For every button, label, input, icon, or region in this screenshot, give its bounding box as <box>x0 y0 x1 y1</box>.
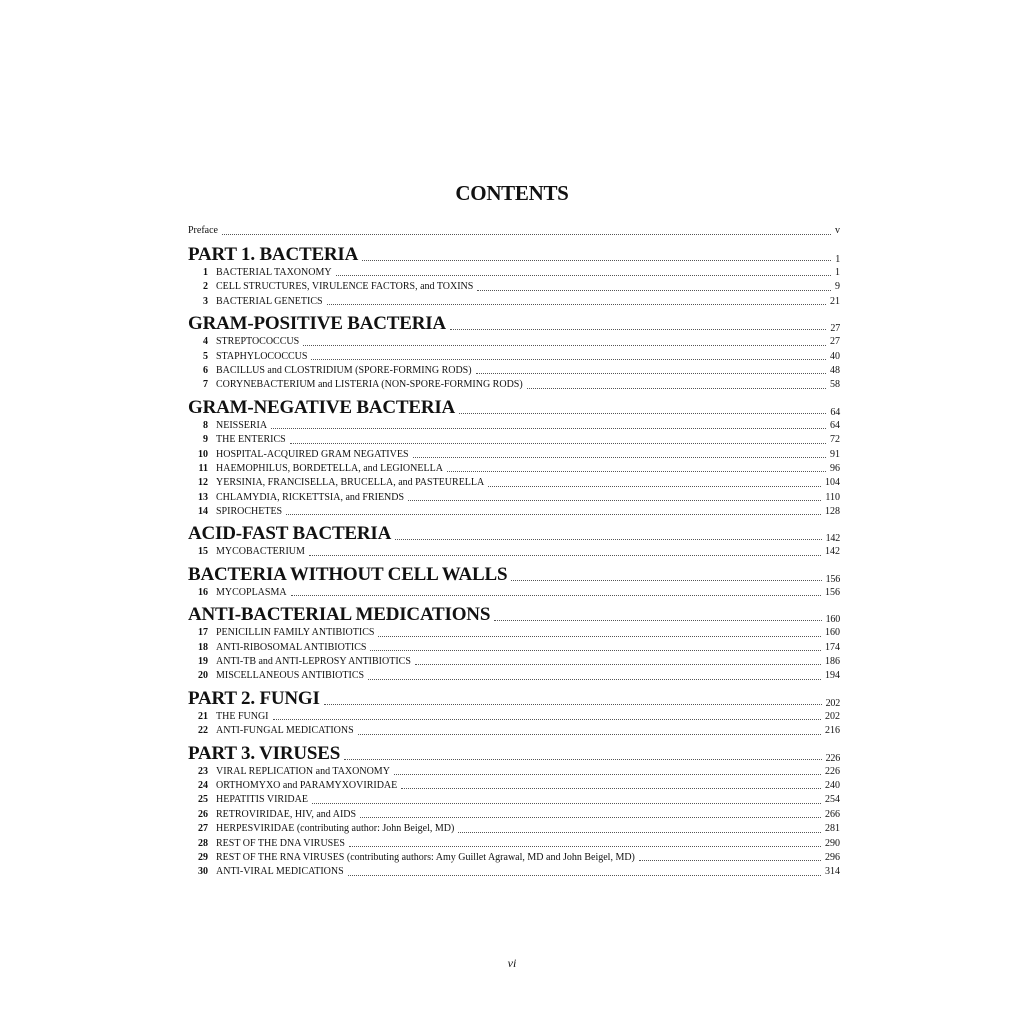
dot-leader <box>344 758 822 760</box>
toc-section-heading[interactable] <box>188 397 840 419</box>
toc-chapter-entry[interactable] <box>188 462 840 476</box>
chapter-number: 30 <box>198 866 208 878</box>
chapter-page: 194 <box>825 670 840 682</box>
dot-leader <box>639 859 821 861</box>
section-heading-page: 156 <box>825 573 840 585</box>
dot-leader <box>378 635 821 637</box>
chapter-number: 15 <box>198 546 208 558</box>
toc-chapter-entry[interactable] <box>188 779 840 793</box>
dot-leader <box>477 289 831 291</box>
toc-section <box>188 523 840 559</box>
toc-chapter-entry[interactable] <box>188 448 840 462</box>
dot-leader <box>408 499 821 501</box>
section-heading-page: 1 <box>835 254 840 265</box>
toc-preface-entry[interactable] <box>188 224 840 238</box>
toc-chapter-entry[interactable] <box>188 710 840 724</box>
chapter-page: 72 <box>830 434 840 446</box>
chapter-page: 296 <box>825 851 840 863</box>
dot-leader <box>336 274 831 276</box>
section-heading-title: PART 3. VIRUSES <box>188 742 341 764</box>
chapter-title: THE ENTERICS <box>216 434 286 446</box>
toc-chapter-entry[interactable] <box>188 837 840 851</box>
chapter-page: 9 <box>835 281 840 293</box>
chapter-title: CELL STRUCTURES, VIRULENCE FACTORS, and TOXINS <box>216 281 474 293</box>
dot-leader <box>348 874 821 876</box>
chapter-number: 24 <box>198 779 208 791</box>
section-heading-title: GRAM-POSITIVE BACTERIA <box>188 313 446 335</box>
chapter-number: 27 <box>198 823 208 835</box>
toc-entry-title: Preface <box>188 225 218 236</box>
chapter-title: MYCOBACTERIUM <box>216 546 305 558</box>
chapter-page: 110 <box>825 491 840 503</box>
toc-chapter-entry[interactable] <box>188 280 840 294</box>
toc-section-heading[interactable] <box>188 743 840 765</box>
chapter-page: 1 <box>835 266 840 278</box>
chapter-number: 6 <box>203 364 208 376</box>
toc-chapter-entry[interactable] <box>188 505 840 519</box>
dot-leader <box>458 831 821 833</box>
chapter-title: HEPATITIS VIRIDAE <box>216 794 308 806</box>
section-heading-title: PART 1. BACTERIA <box>188 244 359 265</box>
toc-chapter-entry[interactable] <box>188 669 840 683</box>
toc-section-heading[interactable] <box>188 564 840 586</box>
chapter-title: MISCELLANEOUS ANTIBIOTICS <box>216 670 365 682</box>
chapter-number: 4 <box>203 336 208 348</box>
section-heading-page: 160 <box>825 614 840 626</box>
toc-chapter-entry[interactable] <box>188 476 840 490</box>
toc-section-heading[interactable] <box>188 523 840 545</box>
chapter-title: ANTI-RIBOSOMAL ANTIBIOTICS <box>216 641 367 653</box>
chapter-title: CHLAMYDIA, RICKETTSIA, and FRIENDS <box>216 491 405 503</box>
chapter-number: 19 <box>198 656 208 668</box>
chapter-title: HAEMOPHILUS, BORDETELLA, and LEGIONELLA <box>216 462 443 474</box>
dot-leader <box>459 412 826 414</box>
toc-chapter-entry[interactable] <box>188 378 840 392</box>
toc-chapter-entry[interactable] <box>188 655 840 669</box>
page-title: CONTENTS <box>455 181 569 205</box>
chapter-title: MYCOPLASMA <box>216 586 287 598</box>
toc-chapter-entry[interactable] <box>188 724 840 738</box>
chapter-page: 96 <box>830 462 840 474</box>
chapter-title: THE FUNGI <box>216 710 269 722</box>
chapter-page: 160 <box>825 627 840 639</box>
chapter-title: NEISSERIA <box>216 419 268 431</box>
chapter-number: 1 <box>203 266 208 278</box>
chapter-number: 9 <box>203 434 208 446</box>
toc-chapter-entry[interactable] <box>188 765 840 779</box>
toc-chapter-entry[interactable] <box>188 491 840 505</box>
toc-chapter-entry[interactable] <box>188 419 840 433</box>
dot-leader <box>511 579 821 581</box>
dot-leader <box>394 773 821 775</box>
chapter-number: 22 <box>198 725 208 737</box>
toc-section <box>188 397 840 520</box>
chapter-title: RETROVIRIDAE, HIV, and AIDS <box>216 808 357 820</box>
chapter-title: STREPTOCOCCUS <box>216 336 300 348</box>
toc-section-heading[interactable] <box>188 604 840 626</box>
chapter-page: 156 <box>825 586 840 598</box>
dot-leader <box>362 259 831 261</box>
chapter-title: PENICILLIN FAMILY ANTIBIOTICS <box>216 627 375 639</box>
dot-leader <box>370 649 821 651</box>
chapter-page: 174 <box>825 641 840 653</box>
toc-chapter-entry[interactable] <box>188 822 840 836</box>
dot-leader <box>312 802 821 804</box>
chapter-page: 104 <box>825 477 840 489</box>
dot-leader <box>395 538 821 540</box>
chapter-title: HOSPITAL-ACQUIRED GRAM NEGATIVES <box>216 448 409 460</box>
dot-leader <box>447 470 826 472</box>
chapter-page: 40 <box>830 350 840 362</box>
chapter-number: 12 <box>198 477 208 489</box>
chapter-number: 25 <box>198 794 208 806</box>
chapter-page: 91 <box>830 448 840 460</box>
dot-leader <box>309 554 821 556</box>
chapter-title: REST OF THE DNA VIRUSES <box>216 837 345 849</box>
chapter-number: 16 <box>198 586 208 598</box>
toc-chapter-entry[interactable] <box>188 364 840 378</box>
section-heading-title: BACTERIA WITHOUT CELL WALLS <box>188 563 508 585</box>
dot-leader <box>327 303 826 305</box>
chapter-title: CORYNEBACTERIUM and LISTERIA (NON-SPORE-FORMING RODS) <box>216 379 523 391</box>
chapter-title: ANTI-FUNGAL MEDICATIONS <box>216 725 354 737</box>
section-heading-title: GRAM-NEGATIVE BACTERIA <box>188 396 456 418</box>
section-heading-title: PART 2. FUNGI <box>188 687 320 709</box>
toc-section <box>188 688 840 739</box>
dot-leader <box>290 442 826 444</box>
chapter-page: 27 <box>830 336 840 348</box>
dot-leader <box>349 845 821 847</box>
section-heading-page: 64 <box>830 406 840 418</box>
section-heading-page: 226 <box>825 752 840 764</box>
table-of-contents <box>188 224 840 880</box>
toc-chapter-entry[interactable] <box>188 851 840 865</box>
chapter-number: 13 <box>198 491 208 503</box>
chapter-title: REST OF THE RNA VIRUSES (contributing authors: Amy Guillet Agrawal, MD and John Beigel, MD) <box>216 851 635 863</box>
dot-leader <box>476 372 826 374</box>
toc-chapter-entry[interactable] <box>188 295 840 309</box>
toc-chapter-entry[interactable] <box>188 586 840 600</box>
chapter-page: 281 <box>825 823 840 835</box>
chapter-number: 14 <box>198 506 208 518</box>
toc-section <box>188 313 840 393</box>
section-heading-page: 27 <box>830 323 840 335</box>
dot-leader <box>222 233 831 235</box>
dot-leader <box>358 733 821 735</box>
toc-section <box>188 743 840 880</box>
page-number: vi <box>507 956 517 970</box>
toc-section <box>188 244 840 309</box>
chapter-page: 21 <box>830 295 840 307</box>
chapter-title: ANTI-TB and ANTI-LEPROSY ANTIBIOTICS <box>216 656 411 668</box>
toc-chapter-entry[interactable] <box>188 641 840 655</box>
dot-leader <box>291 594 821 596</box>
dot-leader <box>488 485 821 487</box>
chapter-page: 216 <box>825 725 840 737</box>
dot-leader <box>311 358 826 360</box>
chapter-number: 10 <box>198 448 208 460</box>
chapter-page: 48 <box>830 364 840 376</box>
dot-leader <box>273 718 822 720</box>
chapter-number: 11 <box>198 462 208 474</box>
dot-leader <box>368 678 821 680</box>
chapter-number: 23 <box>198 765 208 777</box>
chapter-page: 314 <box>825 866 840 878</box>
chapter-title: YERSINIA, FRANCISELLA, BRUCELLA, and PASTEURELLA <box>216 477 485 489</box>
toc-chapter-entry[interactable] <box>188 433 840 447</box>
dot-leader <box>324 703 822 705</box>
dot-leader <box>401 787 821 789</box>
chapter-page: 128 <box>825 506 840 518</box>
section-heading-title: ANTI-BACTERIAL MEDICATIONS <box>188 604 491 626</box>
chapter-title: HERPESVIRIDAE (contributing author: John Beigel, MD) <box>216 823 455 835</box>
chapter-number: 20 <box>198 670 208 682</box>
section-heading-title: ACID-FAST BACTERIA <box>188 523 392 545</box>
toc-chapter-entry[interactable] <box>188 626 840 640</box>
chapter-number: 29 <box>198 851 208 863</box>
chapter-title: VIRAL REPLICATION and TAXONOMY <box>216 765 390 777</box>
chapter-title: BACTERIAL TAXONOMY <box>216 266 332 278</box>
toc-chapter-entry[interactable] <box>188 808 840 822</box>
dot-leader <box>527 387 826 389</box>
toc-chapter-entry[interactable] <box>188 335 840 349</box>
chapter-page: 226 <box>825 765 840 777</box>
chapter-number: 8 <box>203 419 208 431</box>
dot-leader <box>494 619 821 621</box>
section-heading-page: 202 <box>825 697 840 709</box>
chapter-page: 186 <box>825 656 840 668</box>
section-heading-page: 142 <box>825 533 840 545</box>
toc-section-heading[interactable] <box>188 688 840 710</box>
toc-entry-page: v <box>835 225 840 236</box>
toc-chapter-entry[interactable] <box>188 865 840 879</box>
chapter-page: 240 <box>825 779 840 791</box>
chapter-number: 3 <box>203 295 208 307</box>
toc-chapter-entry[interactable] <box>188 266 840 280</box>
chapter-page: 64 <box>830 419 840 431</box>
chapter-title: STAPHYLOCOCCUS <box>216 350 308 362</box>
dot-leader <box>303 344 826 346</box>
chapter-page: 202 <box>825 710 840 722</box>
dot-leader <box>360 816 821 818</box>
toc-section <box>188 564 840 600</box>
chapter-page: 142 <box>825 546 840 558</box>
chapter-number: 21 <box>198 710 208 722</box>
chapter-number: 17 <box>198 627 208 639</box>
chapter-page: 290 <box>825 837 840 849</box>
toc-section-heading[interactable] <box>188 244 840 266</box>
chapter-number: 18 <box>198 641 208 653</box>
toc-chapter-entry[interactable] <box>188 793 840 807</box>
chapter-number: 26 <box>198 808 208 820</box>
chapter-title: ORTHOMYXO and PARAMYXOVIRIDAE <box>216 779 398 791</box>
toc-section-heading[interactable] <box>188 313 840 335</box>
toc-chapter-entry[interactable] <box>188 545 840 559</box>
chapter-page: 254 <box>825 794 840 806</box>
chapter-page: 266 <box>825 808 840 820</box>
chapter-title: ANTI-VIRAL MEDICATIONS <box>216 866 344 878</box>
chapter-number: 7 <box>203 379 208 391</box>
chapter-number: 5 <box>203 350 208 362</box>
dot-leader <box>450 328 826 330</box>
chapter-title: BACILLUS and CLOSTRIDIUM (SPORE-FORMING RODS) <box>216 364 472 376</box>
dot-leader <box>286 513 821 515</box>
chapter-number: 2 <box>203 281 208 293</box>
chapter-number: 28 <box>198 837 208 849</box>
chapter-title: BACTERIAL GENETICS <box>216 295 323 307</box>
chapter-page: 58 <box>830 379 840 391</box>
toc-chapter-entry[interactable] <box>188 350 840 364</box>
dot-leader <box>415 663 821 665</box>
dot-leader <box>413 456 826 458</box>
dot-leader <box>271 427 826 429</box>
toc-section <box>188 604 840 684</box>
chapter-title: SPIROCHETES <box>216 506 283 518</box>
